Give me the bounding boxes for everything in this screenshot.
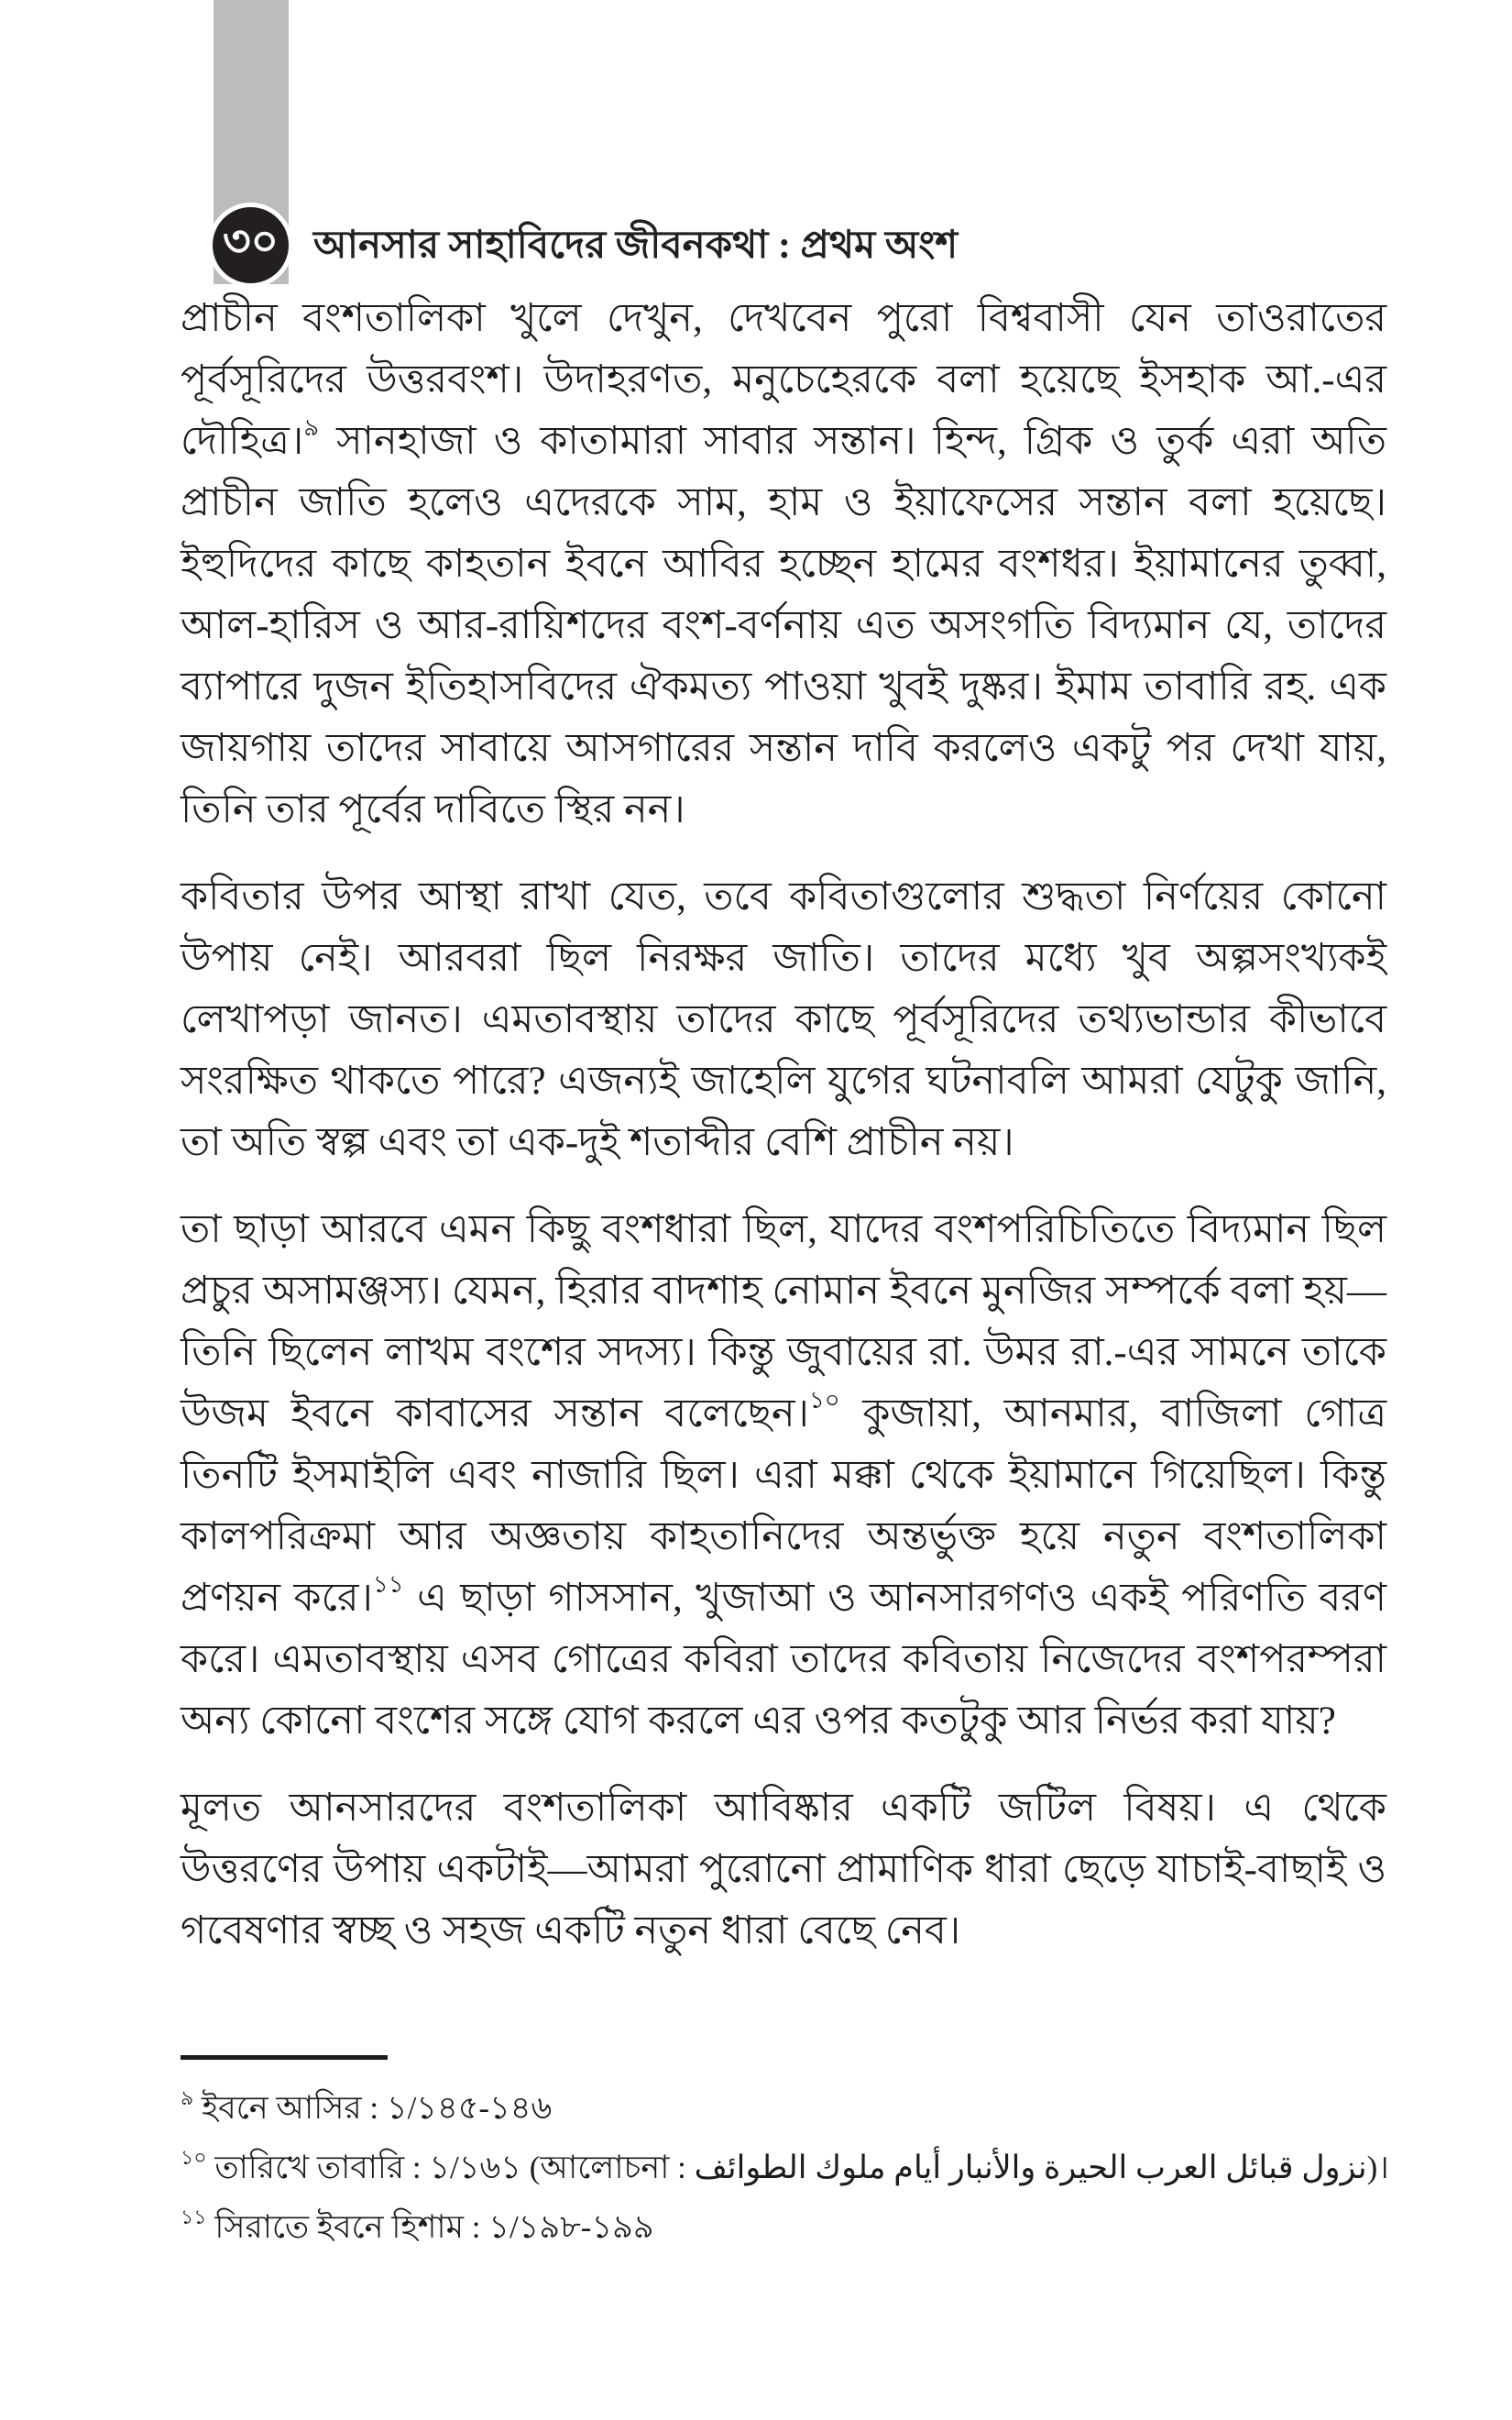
paragraph [181, 288, 1386, 841]
paragraph [181, 1777, 1386, 1962]
page-title: আনসার সাহাবিদের জীবনকথা : প্রথম অংশ [313, 225, 959, 267]
arabic-citation: نزول قبائل العرب الحيرة والأنبار أيام ملوك الطوائف [694, 2150, 1367, 2185]
text-run: এ ছাড়া গাসসান, খুজাআ ও আনসারগণও একই পরিণতি বরণ করে। এমতাবস্থায় এসব গোত্রের কবিরা তাদের কবিতায় নিজেদের বংশপরম্পরা অন্য কোনো বংশের সঙ্গে যোগ করলে এর ওপর কতটুকু আর নির্ভর করা যায়? [181, 1577, 1386, 1743]
text-run: কুজায়া, আনমার, বাজিলা গোত্র তিনটি ইসমাইলি এবং নাজারি ছিল। এরা মক্কা থেকে ইয়ামানে গিয়েছিল। কিন্তু কালপরিক্রমা আর অজ্ঞতায় কাহতানিদের অন্তর্ভুক্ত হয়ে নতুন বংশতালিকা প্রণয়ন করে। [181, 1392, 1386, 1620]
footnote-ref: ৯ [181, 2086, 194, 2109]
text-run: সানহাজা ও কাতামারা সাবার সন্তান। হিন্দ, গ্রিক ও তুর্ক এরা অতি প্রাচীন জাতি হলেও এদেরকে সাম, হাম ও ইয়াফেসের সন্তান বলা হয়েছে। ইহুদিদের কাছে কাহতান ইবনে আবির হচ্ছেন হামের বংশধর। ইয়ামানের তুব্বা, আল-হারিস ও আর-রায়িশদের বংশ-বর্ণনায় এত অসংগতি বিদ্যমান যে, তাদের ব্যাপারে দুজন ইতিহাসবিদের ঐকমত্য পাওয়া খুবই দুষ্কর। ইমাম তাবারি রহ. এক জায়গায় তাদের সাবায়ে আসগারের সন্তান দাবি করলেও একটু পর দেখা যায়, তিনি তার পূর্বের দাবিতে স্থির নন। [181, 420, 1386, 831]
text-run: সিরাতে ইবনে হিশাম : ১/১৯৮-১৯৯ [206, 2209, 654, 2245]
footnote-list [181, 2078, 1390, 2257]
text-run: তা ছাড়া আরবে এমন কিছু বংশধারা ছিল, যাদের বংশপরিচিতিতে বিদ্যমান ছিল প্রচুর অসামঞ্জস্য। যেমন, হিরার বাদশাহ নোমান ইবনে মুনজির সম্পর্কে বলা হয়—তিনি ছিলেন লাখম বংশের সদস্য। কিন্তু জুবায়ের রা. উমর রা.-এর সামনে তাকে উজম ইবনে কাবাসের সন্তান বলেছেন। [181, 1208, 1386, 1436]
page-number: ৩০ [222, 218, 279, 266]
text-run: )। [1366, 2150, 1389, 2185]
paragraph [181, 1199, 1386, 1752]
text-run: ইবনে আসির : ১/১৪৫-১৪৬ [193, 2090, 553, 2126]
footnote-ref: ১১ [372, 1571, 404, 1598]
footnote-ref: ১১ [181, 2206, 207, 2228]
paragraph [181, 866, 1386, 1173]
footnote-ref: ১০ [181, 2146, 207, 2169]
text-run: তারিখে তাবারি : ১/১৬১ (আলোচনা : [206, 2150, 695, 2185]
footnote-separator-rule [181, 2055, 388, 2060]
footnote-ref: ১০ [808, 1387, 840, 1414]
footnote-ref: ৯ [303, 414, 320, 441]
text-run: কবিতার উপর আস্থা রাখা যেত, তবে কবিতাগুলোর শুদ্ধতা নির্ণয়ের কোনো উপায় নেই। আরবরা ছিল নিরক্ষর জাতি। তাদের মধ্যে খুব অল্পসংখ্যকই লেখাপড়া জানত। এমতাবস্থায় তাদের কাছে পূর্বসূরিদের তথ্যভান্ডার কীভাবে সংরক্ষিত থাকতে পারে? এজন্যই জাহেলি যুগের ঘটনাবলি আমরা যেটুকু জানি, তা অতি স্বল্প এবং তা এক-দুই শতাব্দীর বেশি প্রাচীন নয়। [181, 875, 1386, 1164]
text-run: প্রাচীন বংশতালিকা খুলে দেখুন, দেখবেন পুরো বিশ্ববাসী যেন তাওরাতের পূর্বসূরিদের উত্তরবংশ। উদাহরণত, মনুচেহেরকে বলা হয়েছে ইসহাক আ.-এর দৌহিত্র। [181, 297, 1386, 463]
footnotes-section [181, 2055, 1390, 2257]
body-text [181, 288, 1386, 1962]
page-number-badge [208, 203, 293, 288]
text-run: মূলত আনসারদের বংশতালিকা আবিষ্কার একটি জটিল বিষয়। এ থেকে উত্তরণের উপায় একটাই—আমরা পুরোনো প্রামাণিক ধারা ছেড়ে যাচাই-বাছাই ও গবেষণার স্বচ্ছ ও সহজ একটি নতুন ধারা বেছে নেব। [181, 1787, 1386, 1952]
footnote-item [181, 2197, 1390, 2257]
footnote-item [181, 2078, 1390, 2138]
footnote-item [181, 2138, 1390, 2197]
